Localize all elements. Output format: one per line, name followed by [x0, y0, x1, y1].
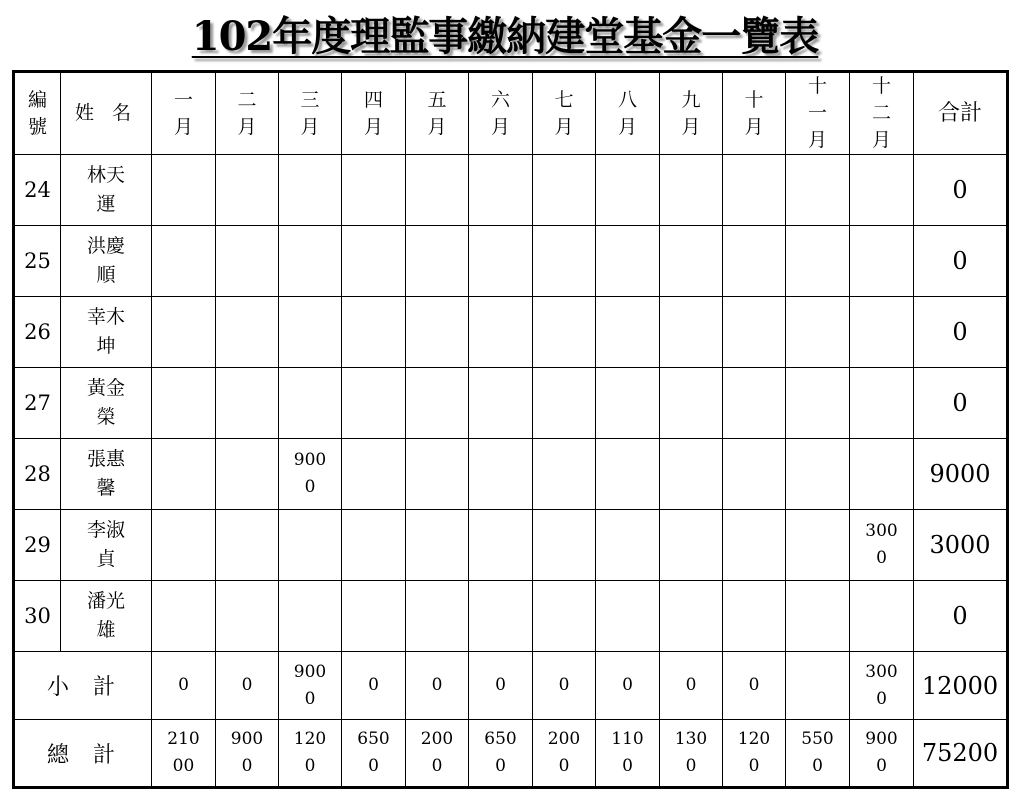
month-amount-cell [342, 226, 406, 297]
month-amount-cell [342, 581, 406, 652]
grand-total-total: 75200 [914, 720, 1008, 788]
month-amount-cell [152, 439, 216, 510]
month-amount-cell [660, 581, 723, 652]
month-amount-cell [723, 510, 786, 581]
month-amount-cell [152, 510, 216, 581]
grand-total-row [14, 720, 1008, 788]
header-month: 十二月 [850, 72, 914, 155]
subtotal-month-cell: 0 [152, 652, 216, 720]
grand-total-month-cell: 21000 [152, 720, 216, 788]
grand-total-month-cell: 2000 [533, 720, 596, 788]
month-amount-cell [660, 297, 723, 368]
member-name: 幸木坤 [61, 297, 152, 368]
subtotal-label: 小計 [14, 652, 152, 720]
member-total: 9000 [914, 439, 1008, 510]
month-amount-cell [533, 155, 596, 226]
month-amount-cell [279, 510, 342, 581]
month-amount-cell [596, 297, 660, 368]
header-month: 三月 [279, 72, 342, 155]
month-amount-cell [660, 368, 723, 439]
grand-total-month-cell: 9000 [216, 720, 279, 788]
header-total: 合計 [914, 72, 1008, 155]
month-amount-cell [469, 155, 533, 226]
subtotal-month-cell: 0 [723, 652, 786, 720]
month-amount-cell [660, 439, 723, 510]
month-amount-cell [469, 510, 533, 581]
month-amount-cell [596, 155, 660, 226]
header-month: 十一月 [786, 72, 850, 155]
month-amount-cell [406, 510, 469, 581]
month-amount-cell [723, 368, 786, 439]
month-amount-cell [469, 368, 533, 439]
month-amount-cell [216, 226, 279, 297]
member-total: 0 [914, 297, 1008, 368]
month-amount-cell [533, 510, 596, 581]
header-month: 一月 [152, 72, 216, 155]
month-amount-cell [342, 368, 406, 439]
month-amount-cell [850, 439, 914, 510]
member-number: 25 [14, 226, 61, 297]
subtotal-total: 12000 [914, 652, 1008, 720]
month-amount-cell [279, 581, 342, 652]
month-amount-cell [152, 155, 216, 226]
member-total: 3000 [914, 510, 1008, 581]
month-amount-cell [469, 226, 533, 297]
grand-total-month-cell: 1100 [596, 720, 660, 788]
header-month: 六月 [469, 72, 533, 155]
contribution-table [12, 70, 1009, 789]
subtotal-month-cell: 0 [660, 652, 723, 720]
month-amount-cell [216, 297, 279, 368]
month-amount-cell [596, 368, 660, 439]
table-row [14, 226, 1008, 297]
month-amount-cell [216, 368, 279, 439]
month-amount-cell [406, 581, 469, 652]
month-amount-cell [279, 297, 342, 368]
table-row [14, 297, 1008, 368]
header-row [14, 72, 1008, 155]
subtotal-month-cell: 9000 [279, 652, 342, 720]
month-amount-cell [786, 368, 850, 439]
member-number: 29 [14, 510, 61, 581]
subtotal-month-cell: 3000 [850, 652, 914, 720]
header-month: 七月 [533, 72, 596, 155]
grand-total-month-cell: 6500 [469, 720, 533, 788]
month-amount-cell: 3000 [850, 510, 914, 581]
month-amount-cell [279, 368, 342, 439]
month-amount-cell [533, 439, 596, 510]
month-amount-cell [723, 226, 786, 297]
month-amount-cell [216, 155, 279, 226]
grand-total-month-cell: 2000 [406, 720, 469, 788]
month-amount-cell [786, 439, 850, 510]
member-name: 潘光雄 [61, 581, 152, 652]
month-amount-cell [152, 297, 216, 368]
member-number: 30 [14, 581, 61, 652]
month-amount-cell [279, 155, 342, 226]
month-amount-cell [723, 439, 786, 510]
subtotal-month-cell [786, 652, 850, 720]
subtotal-month-cell: 0 [406, 652, 469, 720]
month-amount-cell [469, 297, 533, 368]
grand-total-month-cell: 1300 [660, 720, 723, 788]
month-amount-cell [660, 155, 723, 226]
month-amount-cell [342, 297, 406, 368]
table-row [14, 510, 1008, 581]
month-amount-cell [469, 581, 533, 652]
month-amount-cell [406, 297, 469, 368]
member-total: 0 [914, 155, 1008, 226]
month-amount-cell [723, 297, 786, 368]
subtotal-month-cell: 0 [596, 652, 660, 720]
month-amount-cell [786, 155, 850, 226]
grand-total-month-cell: 1200 [723, 720, 786, 788]
subtotal-month-cell: 0 [342, 652, 406, 720]
month-amount-cell [406, 226, 469, 297]
month-amount-cell [342, 439, 406, 510]
month-amount-cell [786, 510, 850, 581]
page-title: 102年度理監事繳納建堂基金一覽表 [191, 13, 819, 60]
month-amount-cell [216, 581, 279, 652]
subtotal-row [14, 652, 1008, 720]
month-amount-cell [786, 581, 850, 652]
member-number: 28 [14, 439, 61, 510]
member-name: 洪慶順 [61, 226, 152, 297]
header-number: 編號 [14, 72, 61, 155]
month-amount-cell [469, 439, 533, 510]
header-month: 十月 [723, 72, 786, 155]
table-row [14, 368, 1008, 439]
month-amount-cell [850, 155, 914, 226]
grand-total-month-cell: 5500 [786, 720, 850, 788]
month-amount-cell [786, 226, 850, 297]
header-month: 二月 [216, 72, 279, 155]
subtotal-month-cell: 0 [469, 652, 533, 720]
month-amount-cell [152, 226, 216, 297]
month-amount-cell [533, 297, 596, 368]
member-number: 27 [14, 368, 61, 439]
month-amount-cell [342, 155, 406, 226]
member-name: 張惠馨 [61, 439, 152, 510]
member-total: 0 [914, 368, 1008, 439]
month-amount-cell [533, 368, 596, 439]
header-month: 四月 [342, 72, 406, 155]
month-amount-cell [596, 226, 660, 297]
month-amount-cell [723, 581, 786, 652]
month-amount-cell [152, 581, 216, 652]
month-amount-cell [279, 226, 342, 297]
member-number: 24 [14, 155, 61, 226]
member-name: 李淑貞 [61, 510, 152, 581]
month-amount-cell [660, 510, 723, 581]
month-amount-cell [850, 368, 914, 439]
month-amount-cell [850, 297, 914, 368]
month-amount-cell [216, 510, 279, 581]
member-name: 黃金榮 [61, 368, 152, 439]
month-amount-cell [406, 155, 469, 226]
header-month: 五月 [406, 72, 469, 155]
month-amount-cell [850, 226, 914, 297]
grand-total-month-cell: 9000 [850, 720, 914, 788]
table-row [14, 155, 1008, 226]
month-amount-cell [786, 297, 850, 368]
month-amount-cell [596, 439, 660, 510]
member-total: 0 [914, 581, 1008, 652]
header-name: 姓 名 [61, 72, 152, 155]
member-name: 林天運 [61, 155, 152, 226]
month-amount-cell [596, 581, 660, 652]
month-amount-cell: 9000 [279, 439, 342, 510]
member-total: 0 [914, 226, 1008, 297]
month-amount-cell [342, 510, 406, 581]
table-row [14, 439, 1008, 510]
month-amount-cell [723, 155, 786, 226]
month-amount-cell [406, 439, 469, 510]
table-row [14, 581, 1008, 652]
month-amount-cell [533, 581, 596, 652]
month-amount-cell [152, 368, 216, 439]
month-amount-cell [596, 510, 660, 581]
month-amount-cell [216, 439, 279, 510]
month-amount-cell [850, 581, 914, 652]
member-number: 26 [14, 297, 61, 368]
month-amount-cell [660, 226, 723, 297]
subtotal-month-cell: 0 [533, 652, 596, 720]
grand-total-label: 總計 [14, 720, 152, 788]
month-amount-cell [406, 368, 469, 439]
grand-total-month-cell: 1200 [279, 720, 342, 788]
header-month: 八月 [596, 72, 660, 155]
grand-total-month-cell: 6500 [342, 720, 406, 788]
subtotal-month-cell: 0 [216, 652, 279, 720]
header-month: 九月 [660, 72, 723, 155]
month-amount-cell [533, 226, 596, 297]
